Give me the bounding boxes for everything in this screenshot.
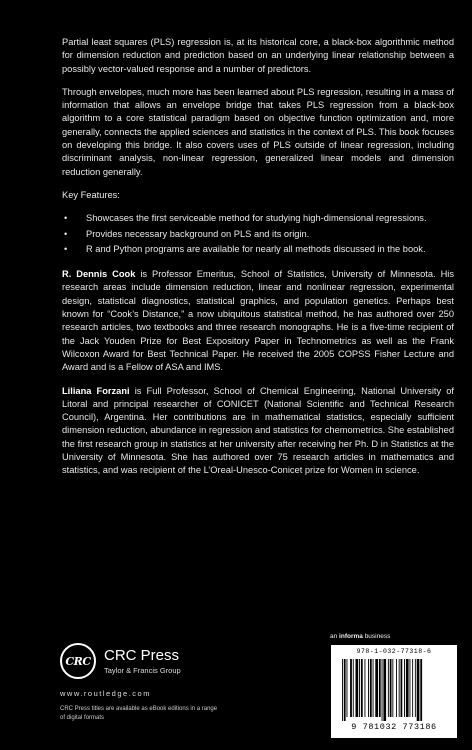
barcode-bar — [368, 659, 369, 717]
barcode-bar — [417, 659, 420, 721]
publisher-name: CRC Press — [104, 647, 180, 664]
barcode-bar — [404, 659, 405, 717]
barcode-bar — [420, 659, 422, 721]
feature-item: • R and Python programs are available for nearly all methods discussed in the book. — [62, 243, 454, 256]
key-features-title: Key Features: — [62, 189, 120, 200]
barcode-bar — [365, 659, 366, 717]
ebook-note: CRC Press titles are available as eBook editions in a range of digital formats — [60, 706, 218, 721]
barcode-bar — [350, 659, 352, 717]
feature-item: • Provides necessary background on PLS and its origin. — [62, 228, 454, 241]
barcode-bar — [347, 659, 348, 717]
barcode-bar — [415, 659, 416, 717]
isbn-barcode — [331, 645, 457, 738]
barcode-bar — [373, 659, 374, 717]
barcode-bar — [375, 659, 378, 717]
barcode-bar — [396, 659, 397, 717]
barcode-icon — [341, 659, 447, 721]
informa-business-label — [330, 633, 390, 640]
barcode-bar — [399, 659, 400, 717]
barcode-bar — [379, 659, 381, 717]
intro-paragraph-1: Partial least squares (PLS) regression is, at its historical core, a black-box algorithmic method for dimension reduction and prediction based on an underlying linear relationship between a possibly vector-valued response and a number of predictors. — [62, 37, 454, 74]
author-name: R. Dennis Cook — [62, 269, 136, 280]
barcode-bar — [383, 659, 386, 721]
author-bio-text: is Full Professor, School of Chemical Engineering, National University of Litoral and principal researcher of CONICET (National Scientific and Technical Research Council), Argentina. Her contributions are in mathematical statistics, especially sufficient dimension reduction, abundance in regression and statistics for chemometrics. She established the first research group in statistics at her university after receiving her Ph. D in Statistics at the University of Minnesota. She has authored over 75 research articles in mathematics and statistics, and was recipient of the L’Oreal-Unesco-Conicet prize for Women in science. — [62, 385, 454, 476]
publisher-website: www.routledge.com — [60, 689, 151, 698]
informa-word: informa — [339, 633, 363, 640]
barcode-bar — [342, 659, 343, 721]
author-bio-cook — [62, 268, 454, 374]
barcode-bar — [382, 659, 383, 721]
author-bio-text: is Professor Emeritus, School of Statistics, University of Minnesota. His research areas include dimension reduction, linear and nonlinear regression, experimental design, statistical diagnostics, statistical graphics, and population genetics. Perhaps best known for “Cook’s Distance,” a now ubiquitous statistical method, he has authored over 250 research articles, two textbooks and three research monographs. He is a five-time recipient of the Jack Youden Prize for Best Expository Paper in Technometrics as well as the Frank Wilcoxon Award for Best Technical Paper. He received the 2005 COPSS Fisher Lecture and Award and is a Fellow of ASA and IMS. — [62, 269, 454, 373]
barcode-bar — [370, 659, 372, 717]
barcode-bar — [412, 659, 413, 717]
author-bio-forzani — [62, 385, 454, 478]
barcode-bar — [344, 659, 346, 721]
barcode-bar — [356, 659, 359, 717]
isbn-text: 978-1-032-77318-6 — [356, 648, 432, 655]
intro-paragraph-2: Through envelopes, much more has been learned about PLS regression, resulting in a mass of information that allows an envelope bridge that takes PLS regression from a black-box algorithm to a core statistical paradigm based on objective function optimization and, more generally, connects the applied sciences and statistics in the context of PLS. This book focuses on developing this bridge. It also covers uses of PLS outside of linear regression, including discriminant analysis, non-linear regression, generalized linear models and dimension reduction generally. — [62, 86, 454, 177]
informa-prefix: an — [330, 633, 340, 640]
isbn-digits: 9 781032 773186 — [351, 722, 437, 732]
barcode-bar — [392, 659, 393, 717]
barcode-bar — [361, 659, 363, 717]
key-features-list — [62, 212, 454, 256]
barcode-bar — [410, 659, 411, 717]
barcode-bar — [390, 659, 392, 717]
crc-press-logo-icon — [60, 643, 96, 679]
cover-text — [62, 36, 454, 488]
barcode-bar — [359, 659, 360, 717]
publisher-subtitle: Taylor & Francis Group — [104, 666, 181, 675]
barcode-bar — [401, 659, 403, 717]
informa-suffix: business — [362, 633, 391, 640]
author-name: Liliana Forzani — [62, 385, 130, 396]
barcode-bar — [388, 659, 389, 717]
barcode-bar — [406, 659, 409, 717]
crc-logo-text: CRC — [65, 654, 91, 668]
barcode-bar — [353, 659, 354, 717]
feature-item: • Showcases the first serviceable method for studying high-dimensional regressions. — [62, 212, 454, 225]
